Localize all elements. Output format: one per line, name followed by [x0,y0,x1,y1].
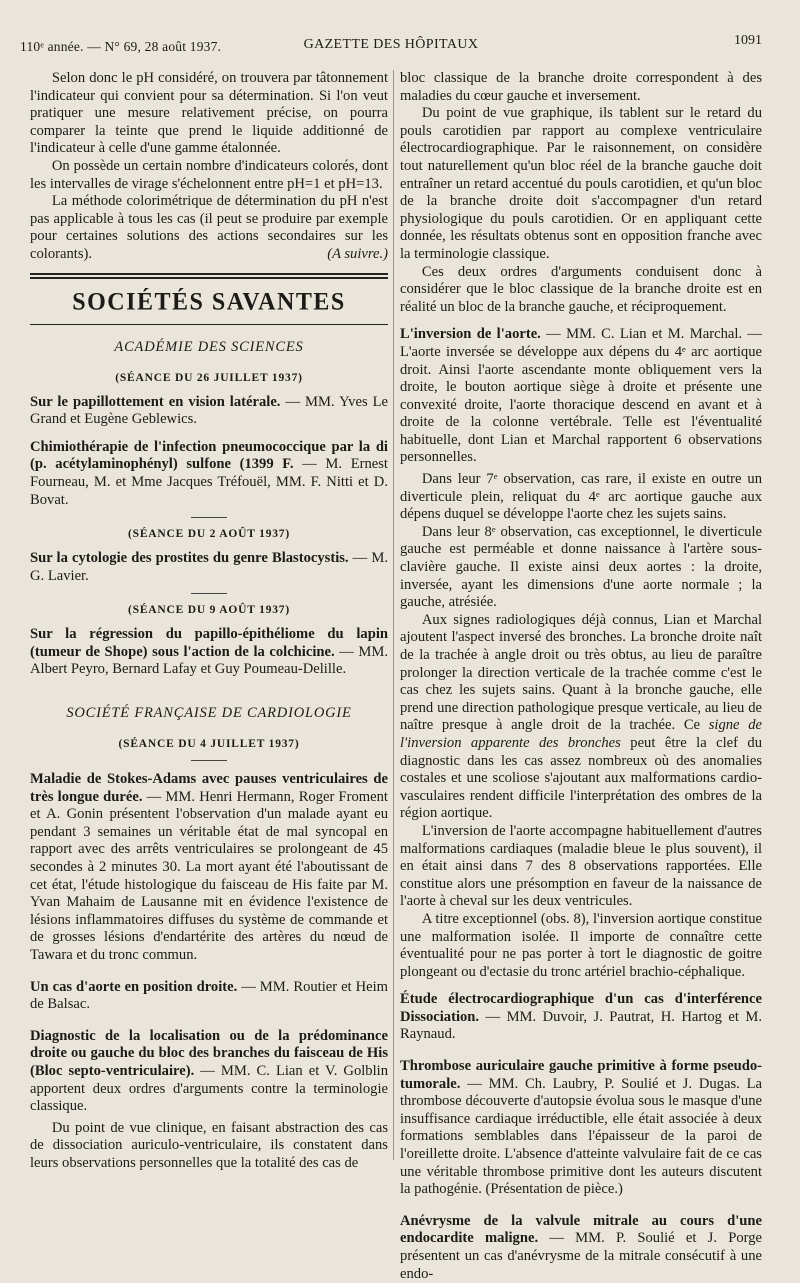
paragraph-text: Aux signes radiologiques déjà connus, Lian et Marchal ajoutent l'aspect inversé des bronches. La bronche droite naît de la trachée à angle droit ou très obtus, au lieu de paraître prolonger la direction verticale de la trachée comme c'est le cas chez les sujets sains. Quant à la bronche gauche, elle prend une direction pathologique presque verticale, au lieu de naître presque à angle droit de la trachée. Ce [400,611,762,734]
entry-title: Étude électrocardiographique d'un cas d'interférence Dissociation. [400,991,762,1025]
entry-body: — MM. P. Soulié et J. Porge présentent un cas d'anévrysme de la mitrale consécutif à une endo- [400,1230,762,1282]
entry-authors: — MM. Albert Peyro, Bernard Lafay et Guy Poumeau-Delille. [30,643,388,678]
communication-entry [30,1028,388,1116]
paragraph: Du point de vue clinique, en faisant abstraction des cas de dissociation auriculo-ventriculaire, ils constatent dans leurs observations personnelles que la totalité des cas de [30,1119,388,1171]
paragraph: L'inversion de l'aorte accompagne habituellement d'autres malformations cardiaques (maladie bleue le plus souvent), il en était ainsi dans 7 des 8 observations rapportées. Elle constitue alors une présomption en faveur de la naissance de l'aorte à cheval sur les deux ventricules. [400,822,762,910]
entry-authors: — MM. Duvoir, J. Pautrat, H. Hartog et M. Raynaud. [400,1008,762,1043]
session-date: (SÉANCE DU 9 AOÛT 1937) [128,604,290,617]
paragraph: Selon donc le pH considéré, on trouvera par tâtonnement l'indicateur qui convient pour sa détermination. Si l'on veut pratiquer une mesure relativement précise, on pourra comparer la teinte que prend le liquide additionné de l'indicateur à celle d'une gamme étalonnée. [30,70,388,157]
paragraph [30,193,388,263]
paragraph [400,612,762,823]
entry-title: Thrombose auriculaire gauche primitive à forme pseudo-tumorale. [400,1058,762,1092]
issue-line: 110ᵉ année. — N° 69, 28 août 1937. [20,39,222,54]
journal-title: GAZETTE DES HÔPITAUX [303,37,479,52]
paragraph: A titre exceptionnel (obs. 8), l'inversion aortique constitue une malformation isolée. Il importe de connaître cette éventualité pour ne pas porter à tort le diagnostic de goitre plongeant ou d'ectasie du tronc artériel brachio-céphalique. [400,910,762,980]
paragraph: bloc classique de la branche droite correspondent à des maladies du cœur gauche et inversement. [400,70,762,104]
entry-authors: — M. G. Lavier. [30,550,389,584]
left-column [30,70,389,1171]
entry-authors: — MM. Yves Le Grand et Eugène Geblewics. [30,393,388,428]
society-heading: SOCIÉTÉ FRANÇAISE DE CARDIOLOGIE [66,705,352,722]
entry-title: L'inversion de l'aorte. [400,326,541,343]
entry-body: — MM. Henri Hermann, Roger Froment et A. Gonin présentent l'observation d'un malade ayant eu pendant 3 semaines un véritable état de mal syncopal en rapport avec des arrêts ventriculaires se prolongeant de 45 secondes à 2 minutes 30. La mort ayant été l'aboutissant de cet état, l'étude histologique du faisceau de His faite par M. Yvan Mahaim de Lausanne mit en évidence l'existence de lésions inflammatoires diffuses du système de commande et de grosses lésions d'endartérite des artères du nœud de Tawara et du tronc commun. [30,788,388,963]
entry-body: — MM. C. Lian et M. Marchal. — L'aorte inversée se développe aux dépens du 4ᵉ arc aortique droit. Ainsi l'aorte ascendante monte obliquement vers la droite, le bouton aortique siège à droite et présente une convexité droite, l'aorte thoracique descend en avant et à droite de la colonne vertébrale. Telle est l'éventualité habituelle, dont Lian et Marchal rapportent 6 observations personnelles. [400,326,762,466]
communication-entry [30,550,388,585]
communication-entry [400,1213,762,1283]
entry-authors: — M. Ernest Fourneau, M. et Mme Jacques Tréfouël, MM. F. Nitti et D. Bovat. [30,456,388,508]
paragraph: Du point de vue graphique, ils tablent sur le retard du pouls carotidien par rapport au complexe ventriculaire électrocardiographique. Par le raisonnement, on considère tout naturellement qu'un bloc réel de la branche gauche doit entraîner un retard accentué du pouls carotidien, et qu'un bloc de la branche droite doit s'accompagner d'un retard physiologique du pouls carotidien. Or en appliquant cette donnée, les résultats obtenus sont en opposition franche avec la terminologie classique. [400,105,762,262]
page-header [20,33,762,55]
entry-title: Un cas d'aorte en position droite. [30,978,238,995]
session-date: (SÉANCE DU 2 AOÛT 1937) [128,528,290,541]
paragraph: Ces deux ordres d'arguments conduisent donc à considérer que le bloc classique de la branche droite est en réalité un bloc de la branche gauche, et réciproquement. [400,263,762,315]
separator [191,760,227,761]
communication-entry [400,1058,762,1199]
separator [191,593,227,594]
entry-body: — MM. Ch. Laubry, P. Soulié et J. Dugas. La thrombose découverte d'autopsie évolua sous le masque d'une insuffisance cardiaque irréductible, elle était associée à deux formations semblables dans l'épaisseur de la paroi de l'oreillette droite. L'absence d'atteinte valvulaire fait de ce cas une véritable thrombose primitive dont les auteurs discutent la pathogénie. (Présentation de pièce.) [400,1075,762,1198]
communication-entry [400,326,762,467]
communication-entry [400,991,762,1044]
paragraph: Dans leur 7ᵉ observation, cas rare, il existe en outre un diverticule plein, reliquat du 4ᵉ arc aortique gauche aux dépens duquel se développe l'aorte chez les sujets sains. [400,471,762,523]
italic-phrase: signe de l'inversion apparente des bronches [400,717,763,751]
communication-entry [30,439,388,509]
page-number: 1091 [734,33,762,48]
section-rule-bottom [30,324,388,325]
entry-title: Anévrysme de la valvule mitrale au cours d'une endocardite maligne. [400,1212,762,1247]
to-be-continued: (A suivre.) [327,245,388,262]
column-divider [393,70,394,1160]
communication-entry [30,979,388,1014]
session-date: (SÉANCE DU 4 JUILLET 1937) [118,738,300,751]
entry-title: Chimiothérapie de l'infection pneumococcique par la di (p. acétylaminophényl) sulfone (1399 F. [30,438,388,473]
communication-entry [30,394,388,429]
session-date: (SÉANCE DU 26 JUILLET 1937) [115,371,303,384]
entry-title: Sur le papillottement en vision latérale. [30,393,281,410]
section-rule-top [30,273,388,279]
separator [191,517,227,518]
section-title: SOCIÉTÉS SAVANTES [72,287,346,316]
entry-body: — MM. C. Lian et V. Golblin apportent deux ordres d'arguments contre la terminologie classique. [30,1062,388,1115]
entry-title: Maladie de Stokes-Adams avec pauses ventriculaires de très longue durée. [30,771,388,805]
entry-title: Sur la régression du papillo-épithéliome du lapin (tumeur de Shope) sous l'action de la colchicine. [30,626,388,660]
entry-title: Diagnostic de la localisation ou de la prédominance droite ou gauche du bloc des branches du faisceau de His (Bloc septo-ventriculaire). [30,1027,388,1079]
entry-authors: — MM. Routier et Heim de Balsac. [30,978,388,1013]
paragraph-text: peut être la clef du diagnostic dans les cas assez nombreux où des anomalies costales et une scoliose s'ajoutant aux malformations cardio-vasculaires rendent difficile l'interprétation des ombres de la région aortique. [400,734,763,822]
right-column [400,70,763,1282]
paragraph: On possède un certain nombre d'indicateurs colorés, dont les intervalles de virage s'échelonnent entre pH=1 et pH=13. [30,157,388,192]
paragraph-text: La méthode colorimétrique de détermination du pH n'est pas applicable à tous les cas (il peut se produire par exemple pour certaines solutions des actions secondaires sur les colorants). [30,193,388,262]
communication-entry [30,771,388,965]
communication-entry [30,626,388,679]
entry-title: Sur la cytologie des prostites du genre Blastocystis. [30,550,349,567]
society-heading: ACADÉMIE DES SCIENCES [114,338,304,355]
paragraph: Dans leur 8ᵉ observation, cas exceptionnel, le diverticule gauche est perméable et donne naissance à l'artère sous-clavière gauche. Il existe ainsi deux aortes : la droite, inversée, ayant les dimensions d'une aorte normale ; la gauche, atrésiée. [400,523,762,611]
